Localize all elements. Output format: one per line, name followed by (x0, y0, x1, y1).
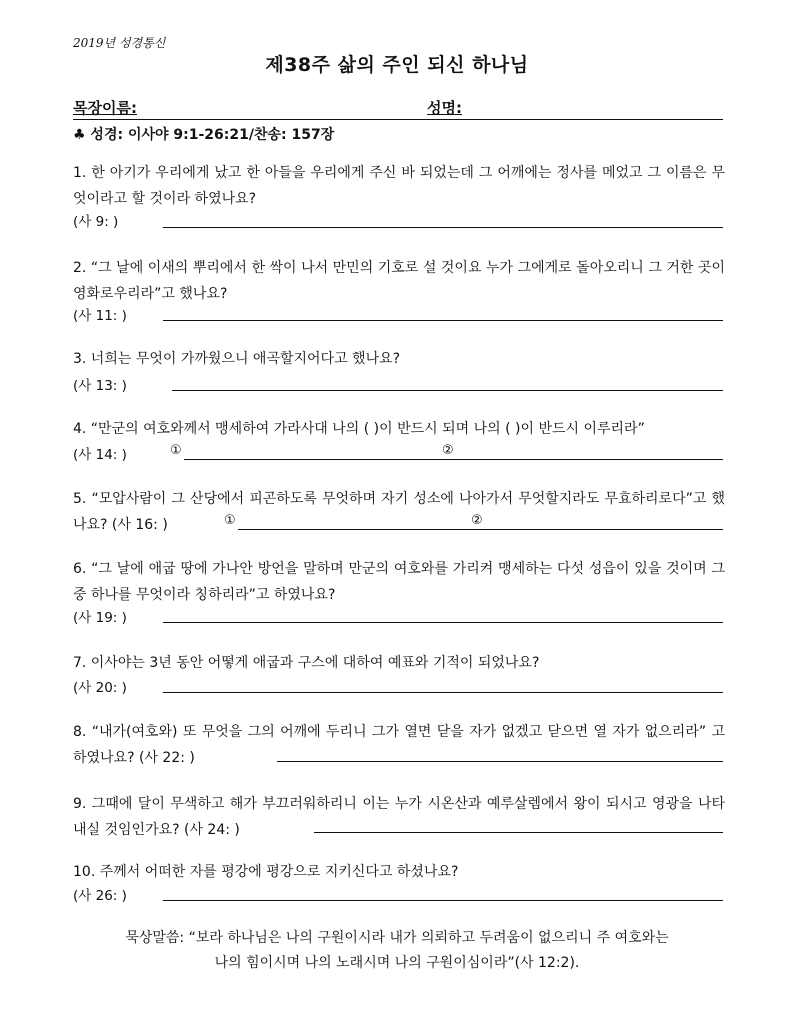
question-10-ref: (사 26: ) (73, 888, 127, 904)
person-name-label: 성명: (427, 99, 462, 117)
question-8: 8. “내가(여호와) 또 무엇을 그의 어깨에 두리니 그가 열면 닫을 자가 없겠고 닫으면 열 자가 없으리라” 고 하였나요? (사 22: ) (73, 724, 725, 766)
page-title: 제38주 삶의 주인 되신 하나님 (265, 54, 529, 76)
answer-line-4[interactable] (184, 459, 723, 460)
group-name-label: 목장이름: (73, 99, 137, 117)
answer-line-7[interactable] (163, 692, 723, 693)
answer-line-10[interactable] (163, 900, 723, 901)
question-2-ref: (사 11: ) (73, 308, 127, 324)
answer-marker-2: ② (442, 443, 454, 458)
header-note: 2019년 성경통신 (73, 36, 166, 50)
question-2: 2. “그 날에 이새의 뿌리에서 한 싹이 나서 만민의 기호로 설 것이요 누가 그에게로 돌아오리니 그 거한 곳이 영화로우리라”고 했나요? (73, 260, 725, 302)
question-7: 7. 이사야는 3년 동안 어떻게 애굽과 구스에 대하여 예표와 기적이 되었나요? (73, 655, 540, 671)
question-6: 6. “그 날에 애굽 땅에 가나안 방언을 말하며 만군의 여호와를 가리켜 맹세하는 다섯 성읍이 있을 것이며 그 중 하나를 무엇이라 칭하리라”고 하였나요? (73, 561, 725, 603)
answer-marker-1: ① (170, 443, 182, 458)
scripture-reference: ♣ 성경: 이사야 9:1-26:21/찬송: 157장 (73, 127, 335, 143)
question-6-ref: (사 19: ) (73, 610, 127, 626)
answer-marker-2: ② (471, 513, 483, 528)
answer-line-2[interactable] (163, 320, 723, 321)
memory-verse-line-2: 나의 힘이시며 나의 노래시며 나의 구원이심이라”(사 12:2). (214, 955, 580, 971)
question-5: 5. “모압사람이 그 산당에서 피곤하도록 무엇하며 자기 성소에 나아가서 무엇할지라도 무효하리로다”고 했나요? (사 16: ) (73, 491, 725, 533)
answer-line-9[interactable] (314, 832, 723, 833)
answer-line-8[interactable] (277, 761, 723, 762)
answer-line-1[interactable] (163, 227, 723, 228)
question-9: 9. 그때에 달이 무색하고 해가 부끄러워하리니 이는 누가 시온산과 예루살렘에서 왕이 되시고 영광을 나타내실 것임인가요? (사 24: ) (73, 796, 725, 838)
answer-line-3[interactable] (172, 390, 723, 391)
question-10: 10. 주께서 어떠한 자를 평강에 평강으로 지키신다고 하셨나요? (73, 864, 459, 880)
question-1-ref: (사 9: ) (73, 214, 119, 230)
question-4: 4. “만군의 여호와께서 맹세하여 가라사대 나의 ( )이 반드시 되며 나의 ( )이 반드시 이루리라” (73, 421, 645, 437)
answer-line-6[interactable] (163, 622, 723, 623)
answer-marker-1: ① (224, 513, 236, 528)
question-3-ref: (사 13: ) (73, 378, 127, 394)
memory-verse-line-1: 묵상말씀: “보라 하나님은 나의 구원이시라 내가 의뢰하고 두려움이 없으리니 주 여호와는 (125, 930, 669, 946)
name-header-row (73, 97, 723, 120)
question-1: 1. 한 아기가 우리에게 났고 한 아들을 우리에게 주신 바 되었는데 그 어깨에는 정사를 메었고 그 이름은 무엇이라고 할 것이라 하였나요? (73, 165, 725, 207)
memory-verse (0, 926, 794, 976)
answer-line-5[interactable] (238, 529, 723, 530)
question-7-ref: (사 20: ) (73, 680, 127, 696)
question-4-ref: (사 14: ) (73, 447, 127, 463)
question-3: 3. 너희는 무엇이 가까웠으니 애곡할지어다고 했나요? (73, 351, 401, 367)
